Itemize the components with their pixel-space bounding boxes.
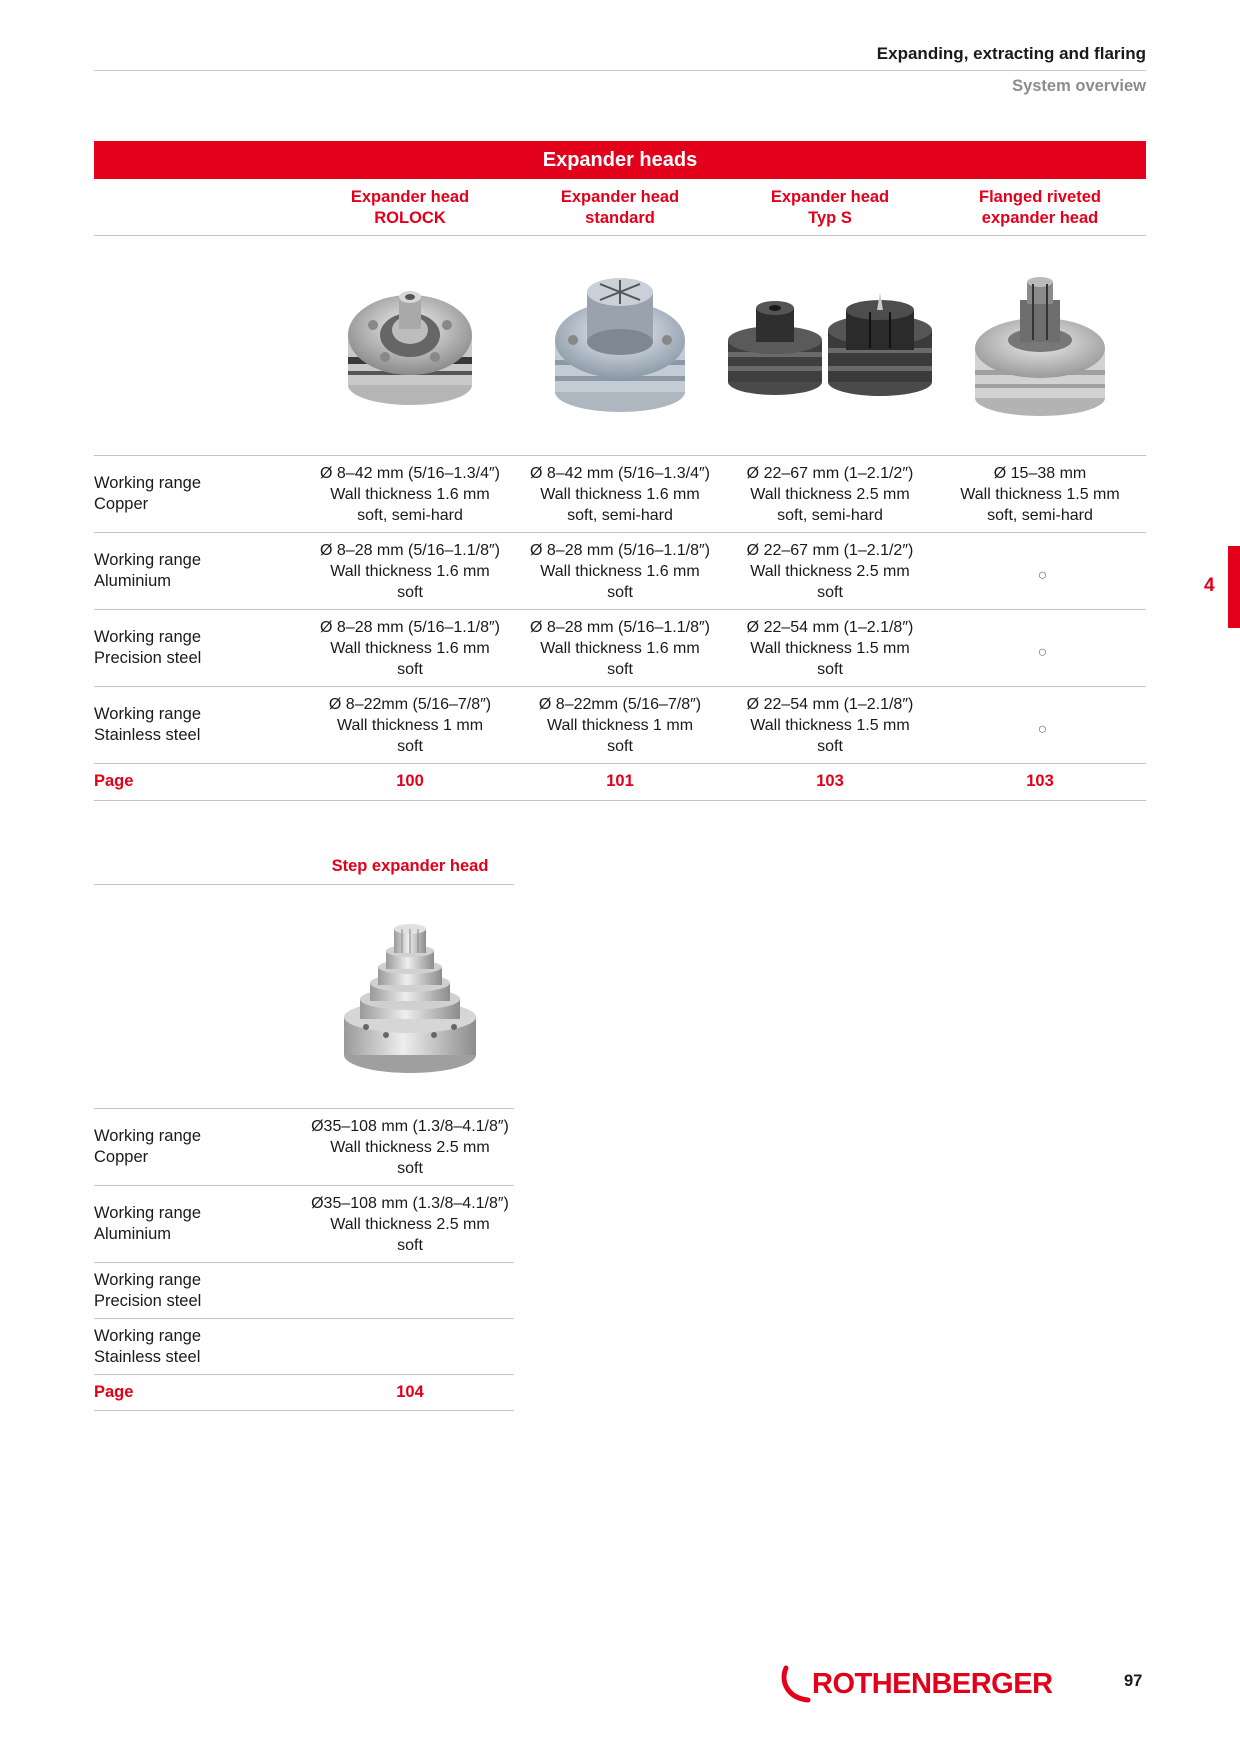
cell-line: Ø 8–42 mm (5/16–1.3/4″) <box>530 465 710 482</box>
table-divider <box>94 609 1146 610</box>
cell-line: Wall thickness 1.6 mm <box>330 640 490 657</box>
row-label-line1: Working range <box>94 1271 202 1289</box>
cell-line: Ø 8–42 mm (5/16–1.3/4″) <box>320 465 500 482</box>
cell-standard-copper <box>515 463 725 526</box>
cell-line: Wall thickness 1.6 mm <box>540 563 700 580</box>
cell-line: soft <box>397 1160 423 1177</box>
table-divider <box>94 1318 514 1319</box>
cell-step-aluminium <box>290 1193 530 1256</box>
rothenberger-logo-icon <box>778 1660 1078 1704</box>
product-heading-line2: ROLOCK <box>374 209 446 227</box>
cell-line: Wall thickness 1.5 mm <box>750 717 910 734</box>
not-applicable-circle-icon: ○ <box>1037 644 1048 661</box>
row-label-line1: Working range <box>94 1327 202 1345</box>
cell-line: Wall thickness 2.5 mm <box>330 1139 490 1156</box>
not-applicable-circle-icon: ○ <box>1037 721 1048 738</box>
cell-line: Wall thickness 1 mm <box>336 717 484 734</box>
cell-line: Ø 15–38 mm <box>993 465 1087 482</box>
product-heading-line2: standard <box>585 209 655 227</box>
cell-line: Wall thickness 1.6 mm <box>540 640 700 657</box>
cell-line: Wall thickness 1.5 mm <box>750 640 910 657</box>
brand-text: ROTHENBERGER <box>812 1668 1053 1700</box>
product-heading-rolock <box>305 187 515 229</box>
cell-rolock-copper <box>305 463 515 526</box>
table-divider <box>94 455 1146 456</box>
row-label-line1: Working range <box>94 551 202 569</box>
cell-line: Wall thickness 2.5 mm <box>330 1216 490 1233</box>
table-divider <box>94 884 514 885</box>
cell-line: soft <box>817 738 843 755</box>
cell-line: soft <box>397 738 423 755</box>
section-banner: Expander heads <box>94 141 1146 179</box>
row-label-line2: Copper <box>94 1148 149 1166</box>
table-divider <box>94 1185 514 1186</box>
cell-line: soft, semi-hard <box>567 507 673 524</box>
cell-line: soft <box>817 661 843 678</box>
cell-line: Wall thickness 1.5 mm <box>960 486 1120 503</box>
cell-line: Ø35–108 mm (1.3/8–4.1/8″) <box>311 1118 509 1135</box>
cell-flanged-copper <box>935 463 1145 526</box>
page-row-label: Page <box>94 772 134 790</box>
cell-line: Ø 8–22mm (5/16–7/8″) <box>328 696 492 713</box>
product-heading-line1: Expander head <box>560 188 680 206</box>
page-link-step[interactable]: 104 <box>396 1383 424 1401</box>
cell-line: soft, semi-hard <box>357 507 463 524</box>
row-label-stainless-steel <box>94 704 201 746</box>
table-divider <box>94 532 1146 533</box>
product-heading-line2: Typ S <box>808 209 852 227</box>
row-label-precision-steel <box>94 627 201 669</box>
cell-line: Wall thickness 1 mm <box>546 717 694 734</box>
chapter-tab-marker[interactable] <box>1228 546 1240 628</box>
table-divider <box>94 1108 514 1109</box>
flanged-riveted-expander-head-photo-icon <box>965 270 1115 420</box>
row-label-line2: Precision steel <box>94 1292 202 1310</box>
cell-line: Ø 8–22mm (5/16–7/8″) <box>538 696 702 713</box>
step-row-label-aluminium <box>94 1203 201 1245</box>
step-row-label-precision-steel <box>94 1270 201 1312</box>
product-heading-line1: Expander head <box>770 188 890 206</box>
row-label-line2: Aluminium <box>94 1225 172 1243</box>
cell-line: Ø 8–28 mm (5/16–1.1/8″) <box>530 542 710 559</box>
row-label-line1: Working range <box>94 474 202 492</box>
step-expander-head-photo-icon <box>330 915 490 1085</box>
cell-line: Ø35–108 mm (1.3/8–4.1/8″) <box>311 1195 509 1212</box>
cell-line: Wall thickness 1.6 mm <box>540 486 700 503</box>
page-link-typ-s[interactable]: 103 <box>816 772 844 790</box>
product-heading-typ-s <box>725 187 935 229</box>
cell-line: Wall thickness 2.5 mm <box>750 563 910 580</box>
row-label-line2: Stainless steel <box>94 726 201 744</box>
cell-line: soft, semi-hard <box>987 507 1093 524</box>
cell-typ-s-copper <box>725 463 935 526</box>
cell-line: Wall thickness 1.6 mm <box>330 563 490 580</box>
page-link-standard[interactable]: 101 <box>606 772 634 790</box>
table-divider <box>94 763 1146 764</box>
row-label-line2: Precision steel <box>94 649 202 667</box>
cell-line: Ø 22–54 mm (1–2.1/8″) <box>746 696 914 713</box>
chapter-title: Expanding, extracting and flaring <box>876 44 1146 63</box>
table-divider <box>94 686 1146 687</box>
cell-line: soft <box>607 661 633 678</box>
page-link-flanged[interactable]: 103 <box>1026 772 1054 790</box>
product-heading-line1: Flanged riveted <box>979 188 1101 206</box>
cell-standard-aluminium <box>515 540 725 603</box>
row-label-line1: Working range <box>94 1127 202 1145</box>
not-applicable-circle-icon: ○ <box>1037 567 1048 584</box>
cell-line: soft <box>397 584 423 601</box>
cell-line: soft <box>397 661 423 678</box>
standard-expander-head-photo-icon <box>545 270 695 415</box>
row-label-line1: Working range <box>94 705 202 723</box>
cell-standard-precision-steel <box>515 617 725 680</box>
rolock-expander-head-photo-icon <box>335 275 485 415</box>
row-label-line1: Working range <box>94 1204 202 1222</box>
cell-line: Wall thickness 2.5 mm <box>750 486 910 503</box>
table-divider <box>94 800 1146 801</box>
product-heading-flanged <box>935 187 1145 229</box>
step-row-label-stainless-steel <box>94 1326 201 1368</box>
product-heading-line2: expander head <box>981 209 1099 227</box>
cell-typ-s-aluminium <box>725 540 935 603</box>
cell-line: soft <box>397 1237 423 1254</box>
cell-line: Wall thickness 1.6 mm <box>330 486 490 503</box>
cell-line: Ø 22–67 mm (1–2.1/2″) <box>746 542 914 559</box>
cell-line: Ø 8–28 mm (5/16–1.1/8″) <box>530 619 710 636</box>
typ-s-expander-heads-photo-icon <box>720 290 940 405</box>
cell-typ-s-stainless-steel <box>725 694 935 757</box>
table-divider <box>94 1410 514 1411</box>
cell-typ-s-precision-steel <box>725 617 935 680</box>
section-subtitle: System overview <box>1012 77 1146 95</box>
cell-line: soft <box>607 738 633 755</box>
chapter-tab-number: 4 <box>1204 575 1215 596</box>
cell-line: soft <box>607 584 633 601</box>
cell-line: Ø 8–28 mm (5/16–1.1/8″) <box>320 619 500 636</box>
row-label-line2: Copper <box>94 495 149 513</box>
cell-line: Ø 8–28 mm (5/16–1.1/8″) <box>320 542 500 559</box>
cell-step-copper <box>290 1116 530 1179</box>
cell-rolock-aluminium <box>305 540 515 603</box>
row-label-line2: Aluminium <box>94 572 172 590</box>
cell-rolock-stainless-steel <box>305 694 515 757</box>
product-heading-step: Step expander head <box>331 857 489 875</box>
row-label-copper <box>94 473 201 515</box>
table-divider <box>94 1374 514 1375</box>
row-label-aluminium <box>94 550 201 592</box>
cell-standard-stainless-steel <box>515 694 725 757</box>
header-divider <box>94 70 1146 71</box>
table-divider <box>94 1262 514 1263</box>
cell-line: Ø 22–54 mm (1–2.1/8″) <box>746 619 914 636</box>
cell-rolock-precision-steel <box>305 617 515 680</box>
page-link-rolock[interactable]: 100 <box>396 772 424 790</box>
table-divider <box>94 235 1146 236</box>
row-label-line1: Working range <box>94 628 202 646</box>
product-heading-standard <box>515 187 725 229</box>
cell-line: soft <box>817 584 843 601</box>
cell-line: soft, semi-hard <box>777 507 883 524</box>
step-row-label-copper <box>94 1126 201 1168</box>
step-page-row-label: Page <box>94 1383 134 1401</box>
product-heading-line1: Expander head <box>350 188 470 206</box>
row-label-line2: Stainless steel <box>94 1348 201 1366</box>
page-number: 97 <box>1124 1672 1143 1690</box>
cell-line: Ø 22–67 mm (1–2.1/2″) <box>746 465 914 482</box>
